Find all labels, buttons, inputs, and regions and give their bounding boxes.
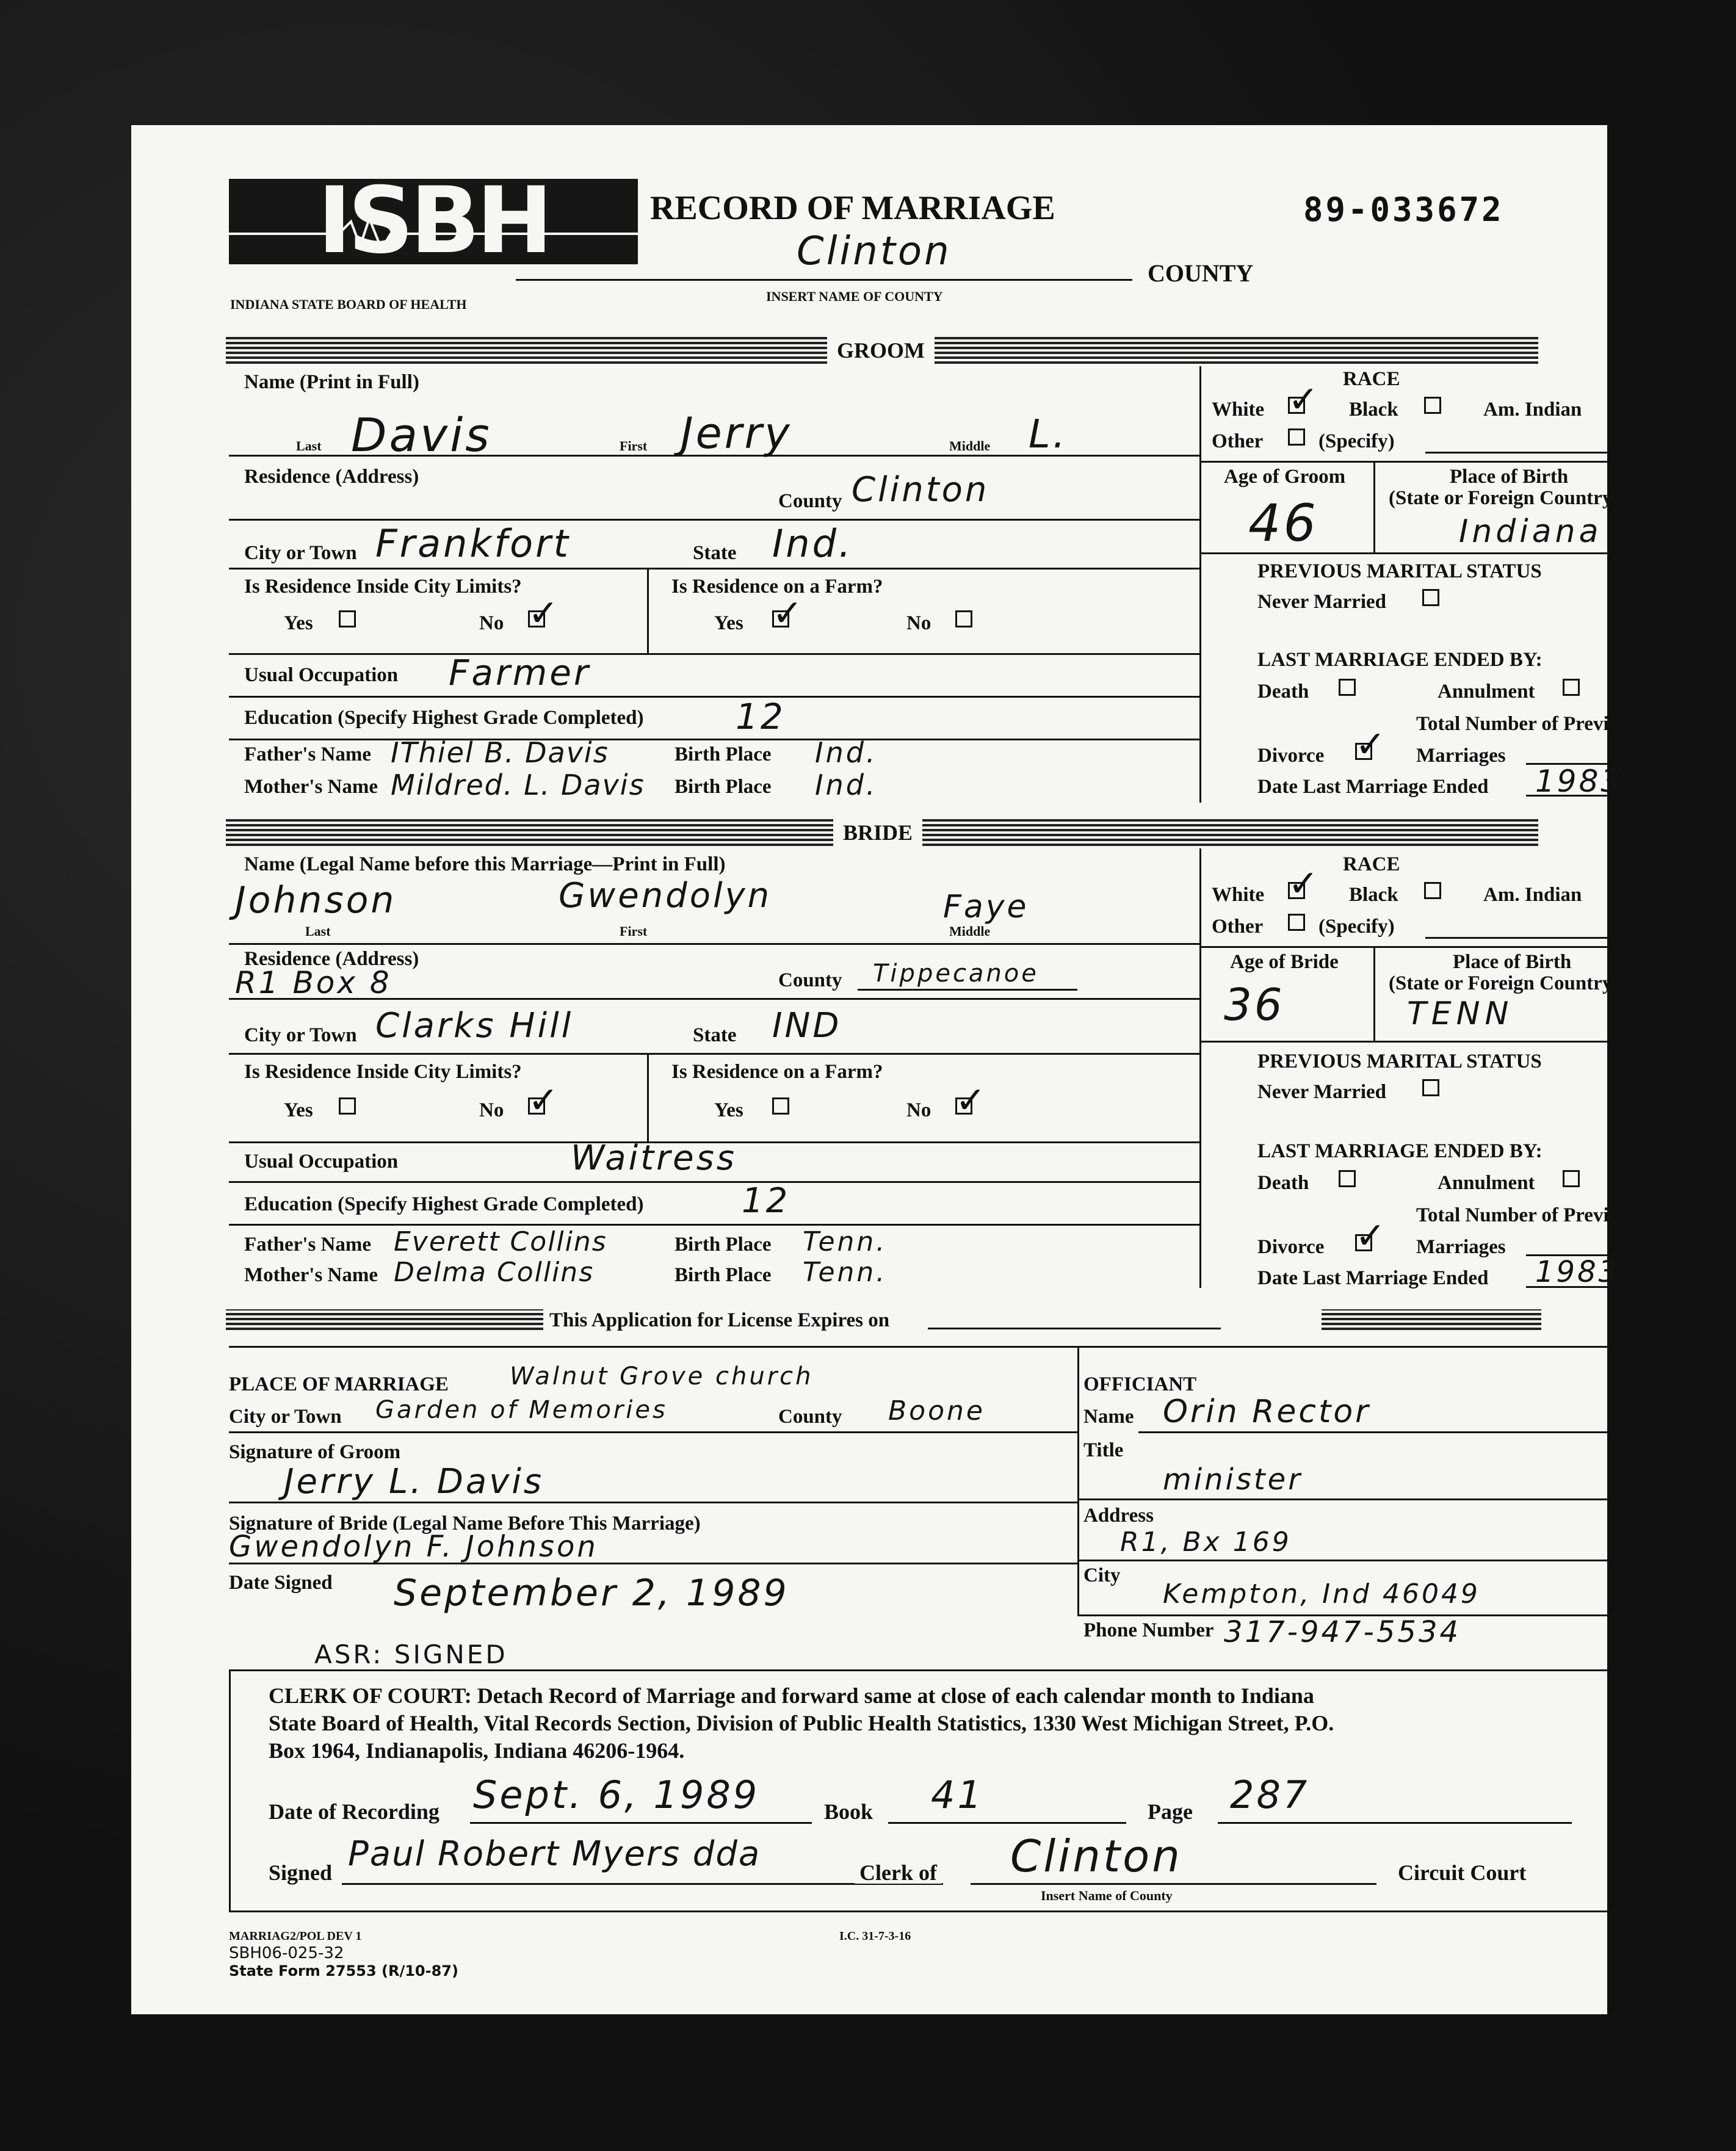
bride-last-name: Johnson: [235, 879, 397, 922]
county-value: Clinton: [797, 229, 952, 274]
officiant-title-label: Title: [1083, 1439, 1124, 1461]
bride-age-label: Age of Bride: [1230, 951, 1339, 973]
groom-inside-limits-label: Is Residence Inside City Limits?: [244, 576, 522, 598]
groom-father-birthplace: Ind.: [815, 736, 878, 769]
groom-residence-label: Residence (Address): [244, 466, 419, 488]
bride-education-label: Education (Specify Highest Grade Completed): [244, 1193, 644, 1215]
logo-lettering: ISBH: [317, 168, 549, 274]
bride-race-amindian-label: Am. Indian: [1483, 884, 1582, 906]
place-of-marriage: Walnut Grove church: [510, 1362, 814, 1390]
book-label: Book: [824, 1799, 873, 1824]
bride-death-checkbox[interactable]: [1339, 1170, 1356, 1187]
bride-marriages-label: Marriages: [1416, 1236, 1506, 1258]
bride-farm-no-label: No: [906, 1099, 931, 1121]
groom-race-white-label: White: [1212, 399, 1265, 421]
heartbeat-line-icon: [229, 215, 638, 252]
groom-inside-no-check-icon: ✓: [528, 592, 559, 635]
groom-occupation: Farmer: [449, 652, 591, 693]
bride-inside-yes-label: Yes: [284, 1099, 313, 1121]
groom-annulment-checkbox[interactable]: [1563, 679, 1580, 696]
bride-section-title: BRIDE: [833, 819, 922, 847]
bride-county-label: County: [778, 969, 842, 991]
marriage-record-form: [131, 125, 1638, 2014]
place-of-marriage-label: PLACE OF MARRIAGE: [229, 1373, 449, 1395]
groom-signature: Jerry L. Davis: [284, 1462, 544, 1502]
groom-state-label: State: [693, 542, 737, 564]
bride-mother-label: Mother's Name: [244, 1264, 378, 1286]
groom-total-prev-label: Total Number of Previous: [1416, 713, 1638, 735]
bride-farm-yes-label: Yes: [714, 1099, 743, 1121]
groom-farm-no-label: No: [906, 612, 931, 634]
groom-farm-no-checkbox[interactable]: [955, 610, 972, 627]
groom-occupation-label: Usual Occupation: [244, 664, 399, 686]
bride-father-birthplace-label: Birth Place: [675, 1234, 772, 1256]
bride-pob-label: Place of Birth: [1453, 951, 1572, 973]
groom-race-amindian-checkbox[interactable]: [1615, 397, 1632, 414]
clerk-of-county: Clinton: [1010, 1831, 1182, 1882]
bride-race-other-label: Other: [1212, 916, 1264, 938]
groom-inside-yes-label: Yes: [284, 612, 313, 634]
groom-education: 12: [736, 696, 786, 737]
groom-race-other-checkbox[interactable]: [1288, 428, 1305, 446]
groom-never-married-checkbox[interactable]: [1422, 589, 1439, 606]
groom-farm-yes-check-icon: ✓: [772, 592, 803, 635]
groom-middle-name: L.: [1029, 412, 1068, 457]
bride-middle-label: Middle: [949, 924, 991, 939]
ceremony-city: Garden of Memories: [375, 1396, 668, 1424]
bride-education: 12: [742, 1181, 790, 1221]
bride-race-white-label: White: [1212, 884, 1265, 906]
bride-date-last-label: Date Last Marriage Ended: [1257, 1267, 1489, 1289]
groom-middle-label: Middle: [949, 438, 991, 454]
ceremony-city-label: City or Town: [229, 1406, 342, 1428]
bride-father-birthplace: Tenn.: [803, 1226, 888, 1257]
groom-mother-label: Mother's Name: [244, 776, 378, 798]
indiana-code-reference: I.C. 31-7-3-16: [839, 1929, 911, 1943]
isbh-logo: [229, 168, 638, 274]
groom-mother-birthplace: Ind.: [815, 768, 878, 801]
form-code-2: SBH06-025-32: [229, 1944, 344, 1962]
groom-mother-name: Mildred. L. Davis: [391, 768, 645, 801]
bride-county: Tippecanoe: [873, 960, 1039, 988]
groom-first-name: Jerry: [681, 408, 792, 458]
bride-divorce-check-icon: ✓: [1355, 1215, 1386, 1257]
bride-occupation: Waitress: [571, 1138, 737, 1178]
ceremony-county-label: County: [778, 1406, 842, 1428]
groom-state: Ind.: [772, 521, 853, 566]
bride-mother-name: Delma Collins: [394, 1257, 595, 1288]
page-number: 287: [1230, 1773, 1310, 1817]
clerk-instructions-line3: Box 1964, Indianapolis, Indiana 46206-1964.: [269, 1738, 685, 1763]
ceremony-county: Boone: [888, 1395, 985, 1426]
officiant-phone: 317-947-5534: [1224, 1615, 1461, 1649]
groom-death-label: Death: [1257, 681, 1309, 703]
bride-mother-birthplace-label: Birth Place: [675, 1264, 772, 1286]
bride-state-label: State: [693, 1024, 737, 1046]
groom-prev-status-label: PREVIOUS MARITAL STATUS: [1257, 560, 1542, 582]
bride-signature: Gwendolyn F. Johnson: [229, 1530, 598, 1564]
bride-father-name: Everett Collins: [394, 1226, 607, 1257]
officiant-phone-label: Phone Number: [1083, 1619, 1214, 1641]
groom-race-specify-label: (Specify): [1318, 430, 1395, 452]
groom-never-married-label: Never Married: [1257, 591, 1387, 613]
bride-total-prev-label: Total Number of Previous: [1416, 1204, 1638, 1226]
clerk-note: ASR: SIGNED: [314, 1639, 508, 1669]
circuit-court-label: Circuit Court: [1398, 1860, 1527, 1885]
groom-pob: Indiana: [1459, 513, 1602, 550]
groom-name-label: Name (Print in Full): [244, 371, 419, 393]
groom-last-label: Last: [296, 438, 322, 454]
groom-age-label: Age of Groom: [1224, 466, 1346, 488]
county-caption: INSERT NAME OF COUNTY: [766, 289, 943, 304]
bride-name-label: Name (Legal Name before this Marriage—Print in Full): [244, 853, 726, 875]
date-of-recording: Sept. 6, 1989: [473, 1773, 760, 1817]
groom-race-white-check-icon: ✓: [1288, 378, 1319, 421]
agency-name: INDIANA STATE BOARD OF HEALTH: [230, 297, 467, 312]
clerk-signed-label: Signed: [269, 1860, 333, 1885]
bride-residence: R1 Box 8: [235, 965, 392, 1000]
groom-annulment-label: Annulment: [1438, 681, 1535, 703]
bride-race-white-check-icon: ✓: [1288, 862, 1319, 905]
groom-race-other-label: Other: [1212, 430, 1264, 452]
form-code-1: MARRIAG2/POL DEV 1: [229, 1929, 362, 1943]
bride-race-amindian-checkbox[interactable]: [1615, 882, 1632, 899]
license-expires-label: This Application for License Expires on: [549, 1309, 890, 1331]
groom-county-label: County: [778, 490, 842, 512]
groom-pob-sublabel: (State or Foreign Country): [1389, 487, 1619, 509]
groom-last-ended-label: LAST MARRIAGE ENDED BY:: [1257, 649, 1543, 671]
bride-pob-sublabel: (State or Foreign Country): [1389, 972, 1619, 994]
bride-annulment-label: Annulment: [1438, 1172, 1535, 1194]
groom-signature-label: Signature of Groom: [229, 1441, 401, 1463]
groom-race-label: RACE: [1343, 368, 1400, 390]
license-band-left: [226, 1309, 543, 1330]
bride-mother-birthplace: Tenn.: [803, 1257, 888, 1288]
clerk-county-caption: Insert Name of County: [1041, 1888, 1173, 1903]
book-number: 41: [931, 1773, 984, 1817]
groom-section-title: GROOM: [827, 336, 935, 364]
groom-death-checkbox[interactable]: [1339, 679, 1356, 696]
groom-education-label: Education (Specify Highest Grade Completed): [244, 707, 644, 729]
officiant-label: OFFICIANT: [1083, 1373, 1197, 1395]
bride-annulment-checkbox[interactable]: [1563, 1170, 1580, 1187]
form-title: RECORD OF MARRIAGE: [650, 189, 1055, 227]
officiant-title: minister: [1163, 1462, 1303, 1497]
bride-inside-yes-checkbox[interactable]: [339, 1097, 356, 1115]
groom-farm-yes-label: Yes: [714, 612, 743, 634]
bride-state: IND: [772, 1006, 842, 1046]
groom-father-name: IThiel B. Davis: [391, 736, 609, 769]
groom-first-label: First: [620, 438, 648, 454]
groom-city-label: City or Town: [244, 542, 357, 564]
bride-father-label: Father's Name: [244, 1234, 372, 1256]
bride-inside-no-label: No: [479, 1099, 504, 1121]
groom-farm-label: Is Residence on a Farm?: [671, 576, 883, 598]
bride-pob: TENN: [1407, 996, 1514, 1032]
bride-race-specify-label: (Specify): [1318, 916, 1395, 938]
groom-divorce-check-icon: ✓: [1355, 723, 1386, 766]
page-label: Page: [1148, 1799, 1193, 1824]
groom-age: 46: [1248, 493, 1318, 553]
bride-race-other-checkbox[interactable]: [1288, 914, 1305, 931]
bride-age: 36: [1224, 979, 1285, 1030]
bride-never-married-label: Never Married: [1257, 1081, 1387, 1103]
clerk-signature: Paul Robert Myers dda: [348, 1834, 761, 1874]
bride-never-married-checkbox[interactable]: [1422, 1079, 1439, 1096]
bride-race-black-label: Black: [1349, 884, 1398, 906]
groom-father-label: Father's Name: [244, 743, 372, 765]
bride-race-label: RACE: [1343, 853, 1400, 875]
officiant-name-label: Name: [1083, 1406, 1134, 1428]
bride-date-last: 1983: [1535, 1255, 1620, 1289]
bride-inside-no-check-icon: ✓: [528, 1079, 559, 1122]
bride-residence-label: Residence (Address): [244, 948, 419, 970]
license-band-right: [1322, 1309, 1541, 1330]
groom-county: Clinton: [852, 470, 989, 510]
officiant-address-label: Address: [1083, 1505, 1154, 1527]
bride-prev-status-label: PREVIOUS MARITAL STATUS: [1257, 1050, 1542, 1072]
officiant-address: R1, Bx 169: [1120, 1527, 1292, 1558]
bride-last-label: Last: [305, 924, 331, 939]
groom-inside-no-label: No: [479, 612, 504, 634]
bride-first-label: First: [620, 924, 648, 939]
bride-middle-name: Faye: [943, 889, 1029, 925]
officiant-city-label: City: [1083, 1564, 1121, 1586]
groom-last-name: Davis: [351, 408, 492, 462]
bride-city: Clarks Hill: [375, 1006, 574, 1046]
bride-farm-label: Is Residence on a Farm?: [671, 1061, 883, 1083]
bride-first-name: Gwendolyn: [559, 876, 772, 916]
groom-city: Frankfort: [375, 521, 571, 566]
clerk-instructions-line2: State Board of Health, Vital Records Section, Division of Public Health Statistics, 1330 West Michigan Street, P.O.: [269, 1711, 1334, 1735]
groom-pob-label: Place of Birth: [1450, 466, 1569, 488]
bride-last-ended-label: LAST MARRIAGE ENDED BY:: [1257, 1140, 1543, 1162]
groom-inside-yes-checkbox[interactable]: [339, 610, 356, 627]
bride-farm-yes-checkbox[interactable]: [772, 1097, 789, 1115]
bride-occupation-label: Usual Occupation: [244, 1151, 399, 1173]
bride-death-label: Death: [1257, 1172, 1309, 1194]
groom-divorce-label: Divorce: [1257, 745, 1325, 767]
groom-father-birthplace-label: Birth Place: [675, 743, 772, 765]
record-number: 89-033672: [1303, 190, 1504, 229]
county-label: COUNTY: [1148, 259, 1254, 287]
bride-inside-limits-label: Is Residence Inside City Limits?: [244, 1061, 522, 1083]
groom-marriages-label: Marriages: [1416, 745, 1506, 767]
date-of-recording-label: Date of Recording: [269, 1799, 439, 1824]
clerk-instructions-line1: CLERK OF COURT: Detach Record of Marriage and forward same at close of each calendar month to Indiana: [269, 1683, 1314, 1708]
bride-signature-label: Signature of Bride (Legal Name Before This Marriage): [229, 1513, 701, 1535]
groom-mother-birthplace-label: Birth Place: [675, 776, 772, 798]
date-signed: September 2, 1989: [394, 1572, 789, 1614]
bride-race-black-checkbox[interactable]: [1424, 882, 1441, 899]
groom-date-last: 1983: [1535, 764, 1623, 799]
bride-farm-no-check-icon: ✓: [955, 1079, 986, 1122]
officiant-city: Kempton, Ind 46049: [1163, 1578, 1480, 1610]
groom-date-last-label: Date Last Marriage Ended: [1257, 776, 1489, 798]
groom-race-amindian-label: Am. Indian: [1483, 399, 1582, 421]
clerk-of-label: Clerk of: [855, 1862, 942, 1884]
groom-race-black-label: Black: [1349, 399, 1398, 421]
date-signed-label: Date Signed: [229, 1572, 333, 1594]
state-form-number: State Form 27553 (R/10-87): [229, 1962, 458, 1979]
officiant-name: Orin Rector: [1163, 1394, 1371, 1430]
bride-divorce-label: Divorce: [1257, 1236, 1325, 1258]
bride-city-label: City or Town: [244, 1024, 357, 1046]
groom-race-black-checkbox[interactable]: [1424, 397, 1441, 414]
